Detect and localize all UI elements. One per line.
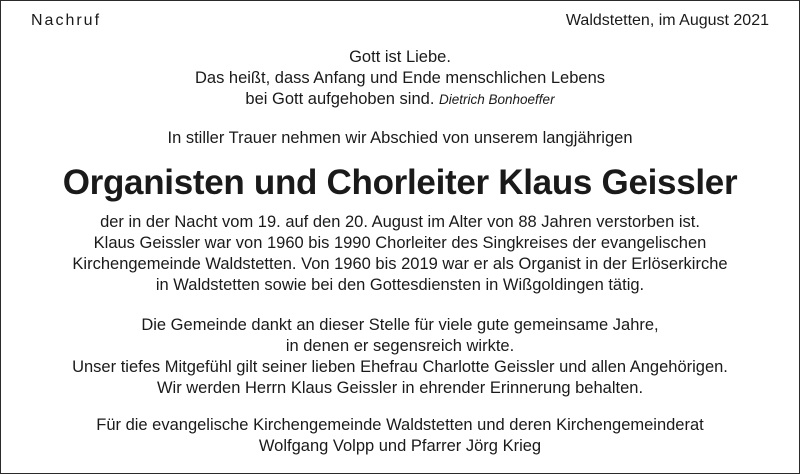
quote-line-2: Das heißt, dass Anfang und Ende menschlichen Lebens (194, 69, 606, 87)
thanks-line: Unser tiefes Mitgefühl gilt seiner lieben Ehefrau Charlotte Geissler und allen Angehörigen. (72, 358, 728, 376)
intro-line: In stiller Trauer nehmen wir Abschied von unserem langjährigen (167, 129, 633, 147)
deceased-name-heading: Organisten und Chorleiter Klaus Geissler (62, 163, 738, 202)
signature-block (0, 415, 800, 457)
thanks-line: Die Gemeinde dankt an dieser Stelle für viele gute gemeinsame Jahre, (141, 316, 659, 334)
signature-line: Für die evangelische Kirchengemeinde Waldstetten und deren Kirchengemeinderat (96, 416, 704, 434)
quote-line-1: Gott ist Liebe. (349, 48, 451, 66)
notice-header (31, 10, 769, 32)
thanks-paragraph (0, 315, 800, 399)
intro-text (0, 128, 800, 149)
quote-line-3 (0, 89, 800, 110)
bible-quote (0, 47, 800, 110)
thanks-line: Wir werden Herrn Klaus Geissler in ehrender Erinnerung behalten. (156, 379, 644, 397)
quote-line-3-text: bei Gott aufgehoben sind. (245, 90, 435, 108)
bio-line: in Waldstetten sowie bei den Gottesdiensten in Wißgoldingen tätig. (155, 276, 645, 294)
place-date: Waldstetten, im August 2021 (565, 12, 769, 29)
notice-type-label: Nachruf (31, 12, 102, 29)
bio-line: Kirchengemeinde Waldstetten. Von 1960 bis 2019 war er als Organist in der Erlöserkirche (72, 255, 728, 273)
bio-line: der in der Nacht vom 19. auf den 20. August im Alter von 88 Jahren verstorben ist. (100, 213, 700, 231)
signature-line: Wolfgang Volpp und Pfarrer Jörg Krieg (258, 437, 542, 455)
quote-author: Dietrich Bonhoeffer (439, 92, 555, 107)
thanks-line: in denen er segensreich wirkte. (285, 337, 515, 355)
biography-paragraph (0, 212, 800, 296)
bio-line: Klaus Geissler war von 1960 bis 1990 Chorleiter des Singkreises der evangelischen (93, 234, 707, 252)
